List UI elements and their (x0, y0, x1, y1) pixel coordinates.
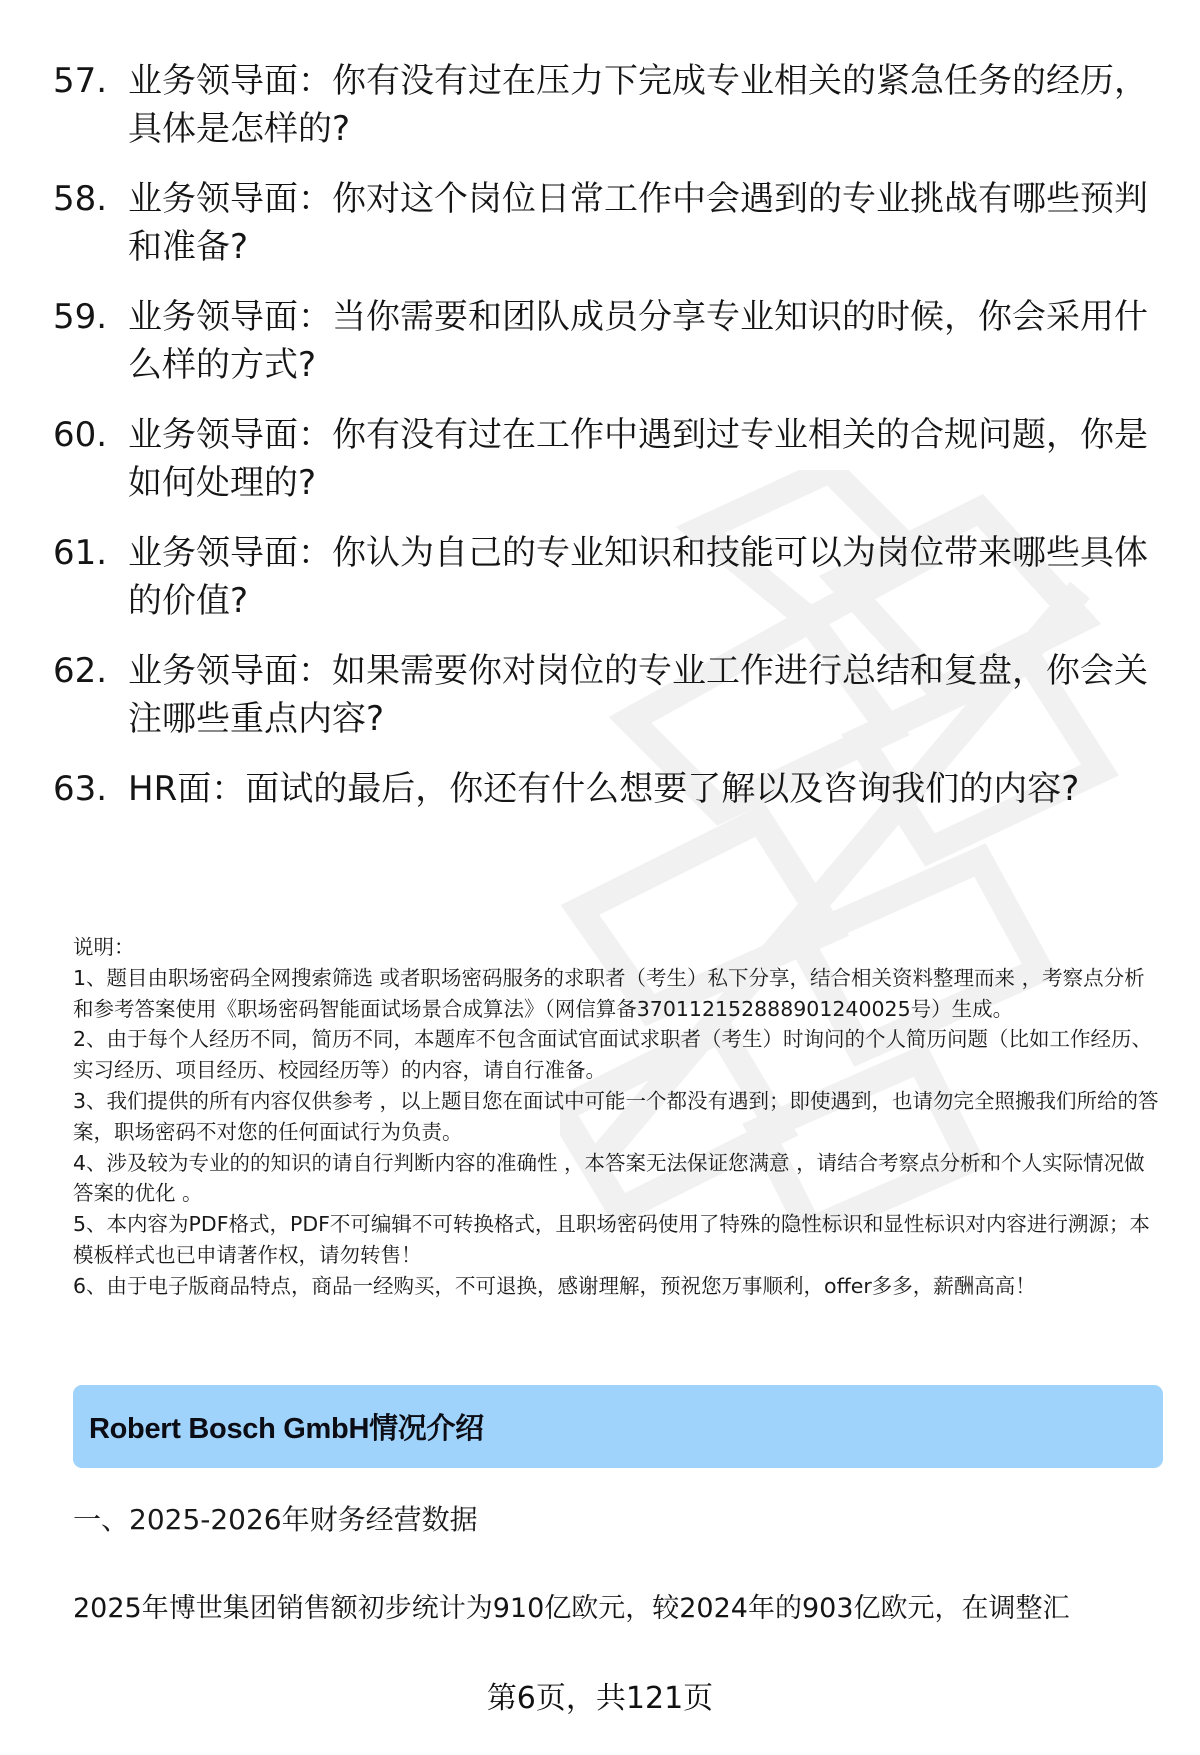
question-63 (53, 765, 1163, 813)
question-number: 61. (53, 533, 108, 573)
notes-heading: 说明： (73, 935, 135, 959)
notes-item-3: 3、我们提供的所有内容仅供参考 ，以上题目您在面试中可能一个都没有遇到；即使遇到，也请勿完全照搬我们所给的答案，职场密码不对您的任何面试行为负责。 (73, 1088, 1159, 1144)
body-paragraph: 2025年博世集团销售额初步统计为910亿欧元，较2024年的903亿欧元，在调整汇 (73, 1593, 1070, 1624)
disclaimer-notes (73, 932, 1163, 1302)
question-number: 63. (53, 769, 108, 809)
notes-item-5: 5、本内容为PDF格式，PDF不可编辑不可转换格式，且职场密码使用了特殊的隐性标识和显性标识对内容进行溯源；本模板样式也已申请著作权，请勿转售！ (73, 1212, 1150, 1267)
question-62 (53, 647, 1163, 743)
section-title: Robert Bosch GmbH情况介绍 (89, 1413, 484, 1445)
question-number: 60. (53, 415, 108, 455)
question-60 (53, 411, 1163, 507)
question-text: 业务领导面：当你需要和团队成员分享专业知识的时候，你会采用什么样的方式? (128, 297, 1148, 385)
question-59 (53, 293, 1163, 389)
page-number-footer: 第6页，共121页 (486, 1681, 714, 1716)
question-number: 62. (53, 651, 108, 691)
question-number: 58. (53, 179, 108, 219)
question-text: 业务领导面：如果需要你对岗位的专业工作进行总结和复盘，你会关注哪些重点内容? (128, 651, 1148, 739)
question-61 (53, 529, 1163, 625)
notes-item-2: 2、由于每个人经历不同，简历不同，本题库不包含面试官面试求职者（考生）时询问的个人简历问题（比如工作经历、实习经历、项目经历、校园经历等）的内容，请自行准备。 (73, 1027, 1153, 1083)
question-number: 57. (53, 61, 108, 101)
question-text: 业务领导面：你有没有过在压力下完成专业相关的紧急任务的经历，具体是怎样的? (128, 61, 1148, 149)
question-58 (53, 175, 1163, 271)
section-header-box (73, 1385, 1163, 1468)
notes-item-4: 4、涉及较为专业的的知识的请自行判断内容的准确性 ，本答案无法保证您满意 ，请结合考察点分析和个人实际情况做答案的优化 。 (73, 1150, 1145, 1206)
notes-item-6: 6、由于电子版商品特点，商品一经购买，不可退换，感谢理解，预祝您万事顺利，offer多多，薪酬高高！ (73, 1273, 1036, 1298)
question-57 (53, 57, 1163, 153)
question-text: 业务领导面：你有没有过在工作中遇到过专业相关的合规问题，你是如何处理的? (128, 415, 1148, 503)
question-text: HR面：面试的最后，你还有什么想要了解以及咨询我们的内容? (128, 769, 1080, 809)
question-text: 业务领导面：你认为自己的专业知识和技能可以为岗位带来哪些具体的价值? (128, 533, 1148, 621)
notes-item-1: 1、题目由职场密码全网搜索筛选 或者职场密码服务的求职者（考生）私下分享，结合相关资料整理而来 ，考察点分析和参考答案使用《职场密码智能面试场景合成算法》（网信算备370112152888901240025号）生成。 (73, 965, 1145, 1021)
question-text: 业务领导面：你对这个岗位日常工作中会遇到的专业挑战有哪些预判和准备? (128, 179, 1148, 267)
question-number: 59. (53, 297, 108, 337)
section-subheading: 一、2025-2026年财务经营数据 (73, 1503, 478, 1536)
